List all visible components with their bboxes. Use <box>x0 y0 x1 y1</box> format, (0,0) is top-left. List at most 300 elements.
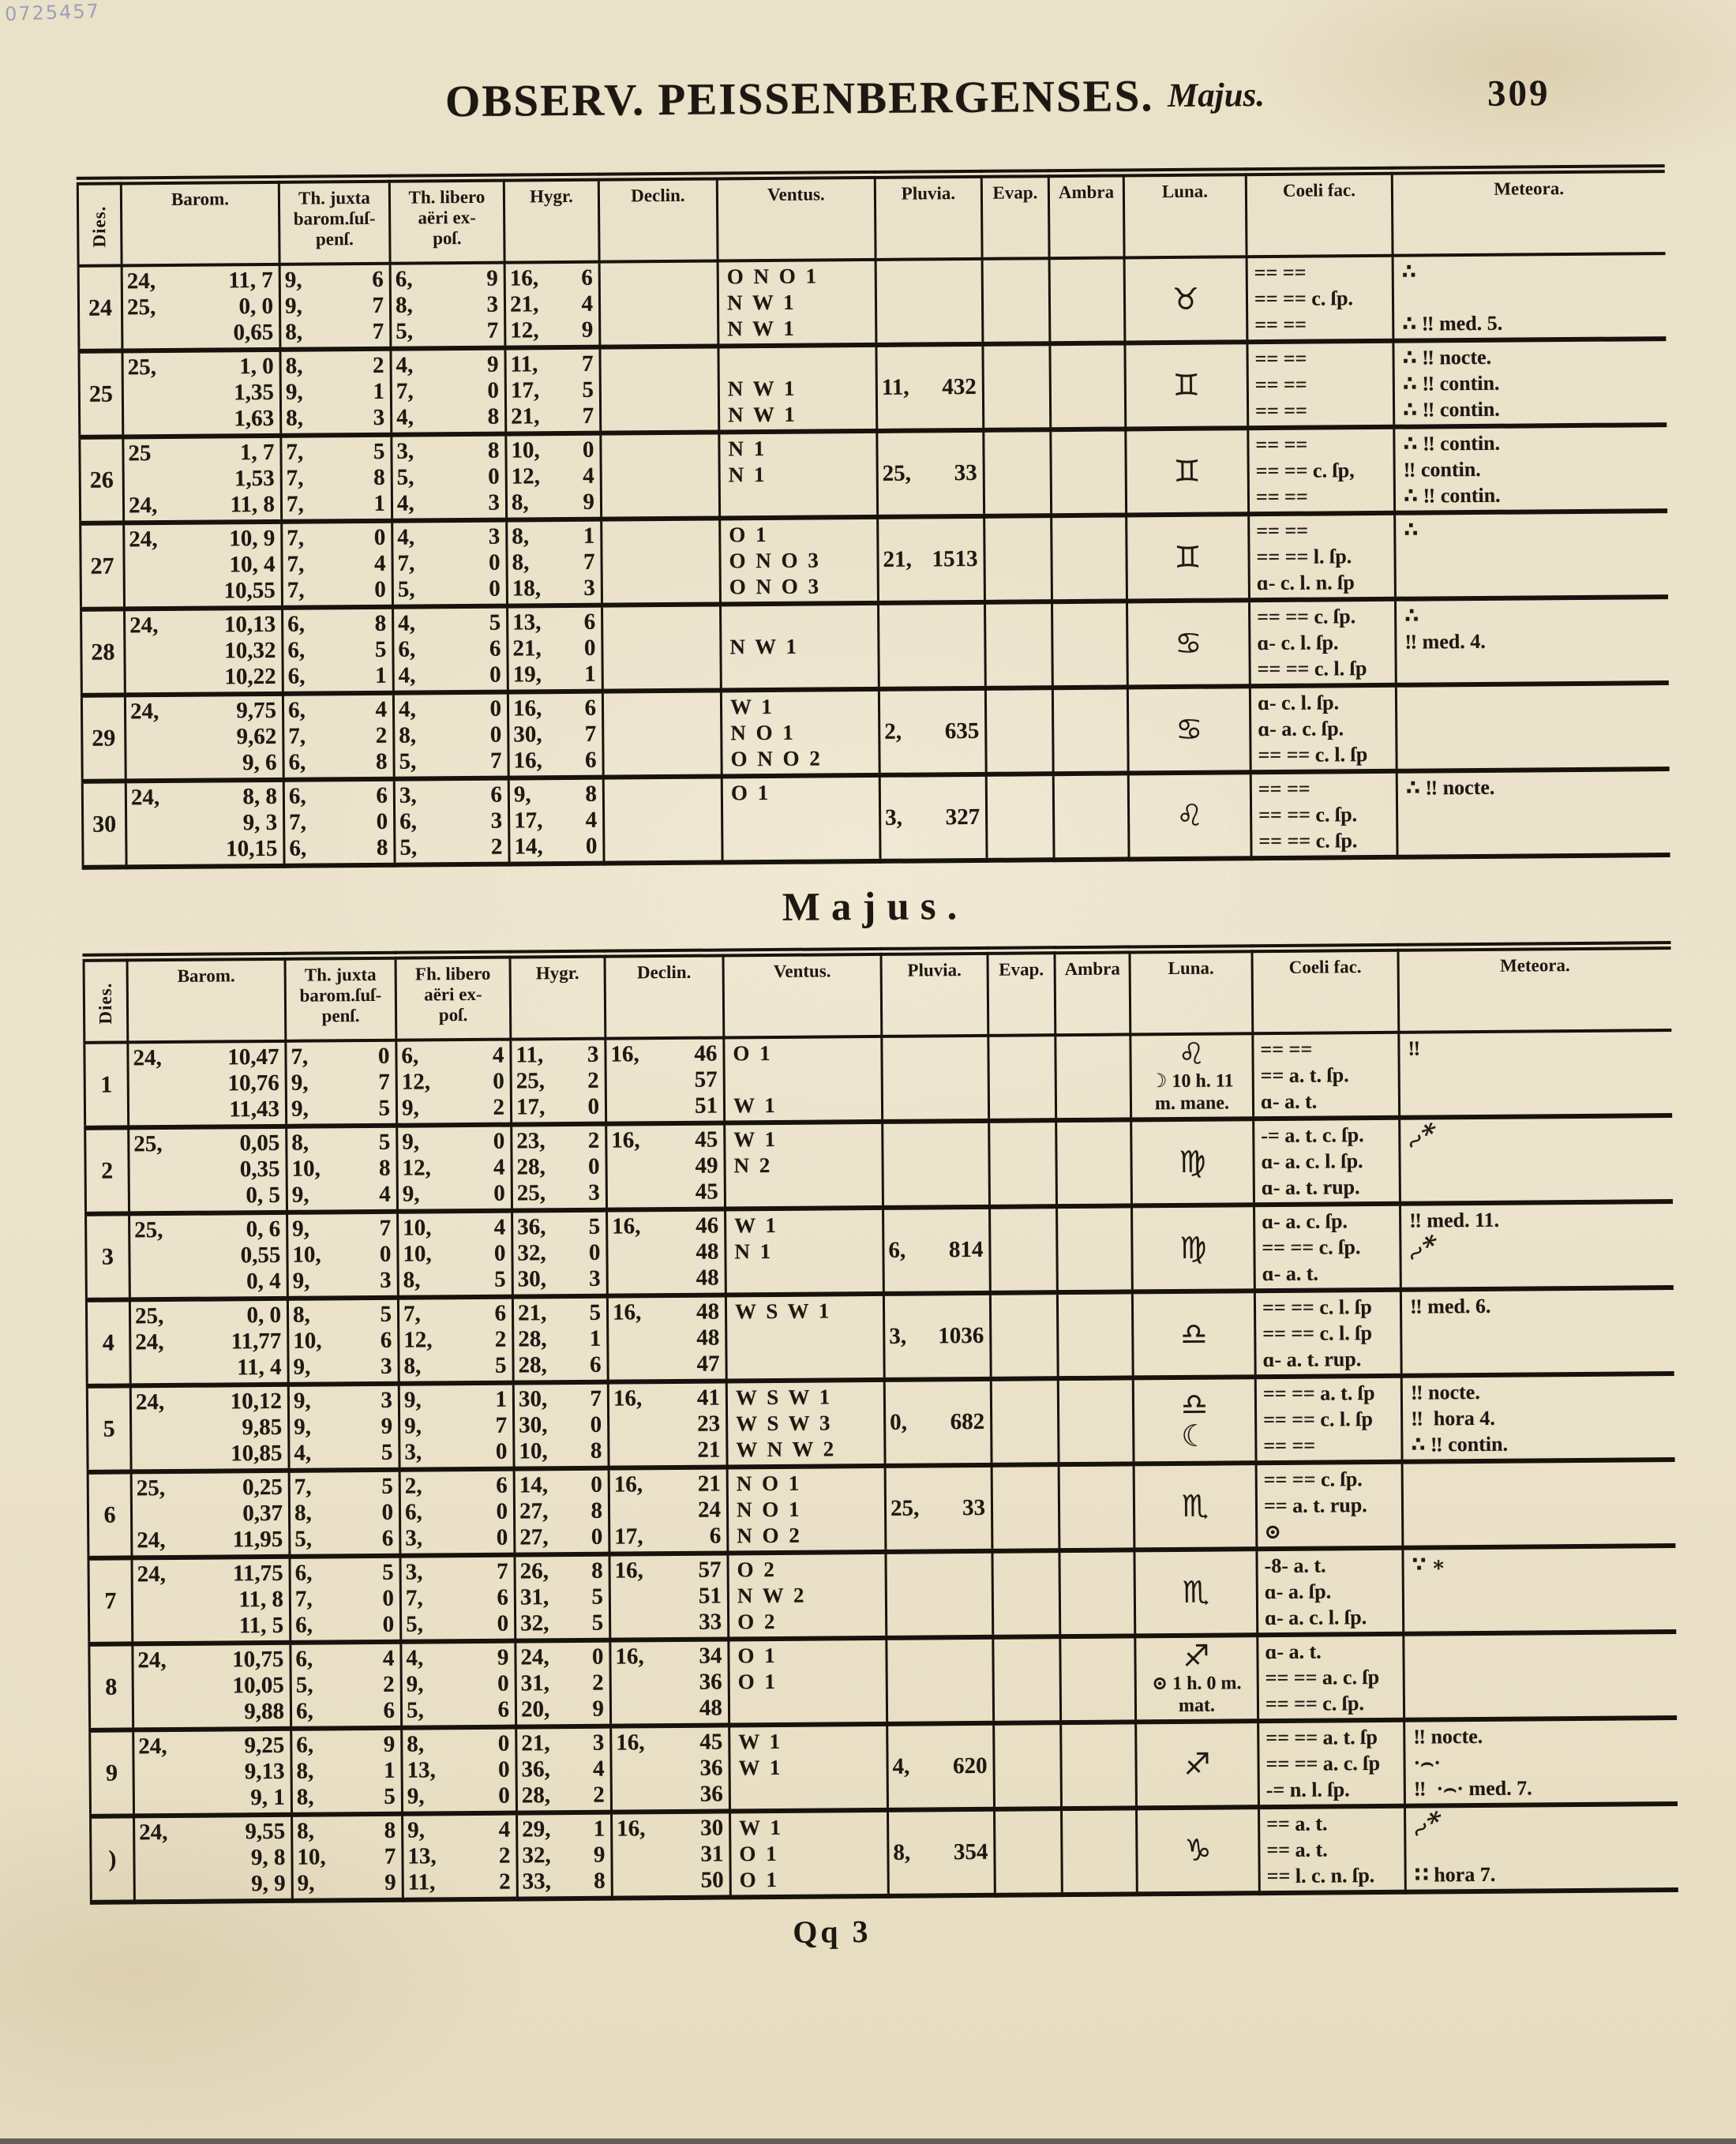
cell-line: 3, 0 <box>404 1438 508 1465</box>
day-row-) <box>91 1804 1678 1902</box>
cell-line <box>885 1263 989 1290</box>
cell-hygr <box>512 1210 608 1297</box>
cell-coeli <box>1254 1290 1401 1377</box>
cell-luna <box>1124 257 1247 343</box>
cell-th_libero <box>393 606 508 693</box>
cell-dies: 30 <box>92 811 117 838</box>
cell-line <box>1404 1464 1675 1492</box>
cell-line: 11,43 <box>229 1096 280 1123</box>
cell-line: ɑ- a. c. ſp. <box>1258 717 1344 741</box>
cell-line: W N W 2 <box>736 1437 837 1462</box>
cell-line <box>878 400 982 427</box>
cell-line: == == c. ſp. <box>1262 1235 1361 1260</box>
cell-ventus <box>724 1036 883 1123</box>
cell-line <box>1052 373 1124 399</box>
cell-th_libero <box>400 1555 516 1642</box>
cell-th_juxta <box>281 435 392 522</box>
cell-pluvia <box>887 1637 994 1724</box>
cell-line: O N O 3 <box>729 574 822 599</box>
cell-line <box>880 692 984 719</box>
cell-line: 16, 6 <box>512 695 597 722</box>
cell-ventus <box>727 1466 886 1554</box>
cell-line: N W 1 <box>728 402 797 427</box>
cell-line: 4, 9 <box>406 1644 509 1671</box>
day-row-2 <box>85 1115 1673 1214</box>
cell-line: 6, 0 <box>404 1498 508 1525</box>
cell-line: == == c. l. ſp <box>1262 1321 1373 1346</box>
cell-pluvia <box>887 1723 995 1810</box>
cell-meteora <box>1403 1546 1676 1634</box>
cell-line <box>1058 1235 1130 1262</box>
cell-line: 4, 3 <box>396 489 501 516</box>
cell-line: W 1 <box>738 1729 783 1754</box>
cell-line: 3, 0 <box>405 1524 508 1551</box>
cell-line <box>883 1065 988 1092</box>
observations-table-april-end <box>77 164 1669 870</box>
cell-line: 6, 4 <box>287 696 388 723</box>
cell-pluvia <box>879 688 986 775</box>
cell-line: O N O 3 <box>729 548 821 573</box>
storm-symbol: ~∗ <box>1400 1112 1445 1156</box>
cell-line: N O 2 <box>737 1523 802 1548</box>
cell-line <box>605 832 721 859</box>
cell-line: N W 1 <box>727 376 797 401</box>
storm-symbol: ~∗ <box>1401 1224 1446 1269</box>
cell-line: == == c. ſp, <box>1255 459 1355 483</box>
cell-line: 14, 0 <box>519 1471 602 1498</box>
cell-pluvia <box>876 344 984 431</box>
cell-hygr <box>504 262 600 348</box>
cell-line: 25, 0, 6 <box>134 1216 281 1243</box>
cell-line <box>1051 287 1123 313</box>
cell-line <box>1059 1321 1131 1348</box>
cell-line <box>887 1555 991 1582</box>
cell-hygr <box>516 1640 611 1727</box>
cell-barom <box>129 1213 288 1300</box>
header-row <box>77 169 1665 266</box>
cell-line: 7, 0 <box>289 808 388 835</box>
cell-line <box>992 1382 1057 1409</box>
cell-line: W S W 1 <box>734 1299 832 1324</box>
cell-line: 25, 3 <box>516 1179 600 1206</box>
cell-line: ɑ- a. t. rup. <box>1262 1347 1362 1372</box>
cell-line <box>604 746 720 773</box>
day-row-6 <box>88 1460 1675 1558</box>
cell-line <box>602 437 718 463</box>
cell-line <box>604 695 720 722</box>
cell-line: N W 2 <box>737 1583 807 1608</box>
cell-line: 10, 8 <box>519 1437 602 1464</box>
cell-barom <box>124 522 283 609</box>
cell-pluvia <box>882 1036 989 1122</box>
cell-line: 3, 6 <box>399 782 503 808</box>
moon-phase-note: ☽ 10 h. 11 <box>1149 1070 1234 1092</box>
cell-line <box>1053 631 1126 658</box>
cell-line <box>991 1236 1055 1263</box>
cell-line <box>887 1581 992 1608</box>
column-header-pluvia: Pluvia. <box>875 174 982 260</box>
cell-line <box>985 545 1050 572</box>
cell-line: 24, 11,75 <box>137 1560 283 1587</box>
cell-th_juxta <box>288 1384 399 1471</box>
column-header-luna: Luna. <box>1123 172 1247 258</box>
cell-line: 28, 2 <box>521 1782 605 1809</box>
cell-line: N 1 <box>728 437 767 461</box>
cell-line <box>602 377 718 403</box>
cell-line <box>1397 687 1669 715</box>
moon-zodiac-symbol: ♊ <box>1174 541 1202 575</box>
cell-line: == == a. t. ſp <box>1262 1381 1375 1406</box>
cell-ambra <box>1053 773 1129 860</box>
cell-th_juxta <box>283 779 395 866</box>
cell-hygr <box>508 605 603 692</box>
cell-line: 10,15 <box>226 835 278 862</box>
column-header-hygr: Hygr. <box>504 177 599 262</box>
cell-line: 49 <box>695 1153 718 1179</box>
cell-line: 3, 7 <box>405 1558 508 1585</box>
cell-line: ‼ contin. <box>1403 457 1481 482</box>
cell-line: ɑ- c. l. ſp. <box>1257 631 1339 655</box>
cell-hygr <box>516 1726 612 1813</box>
cell-line <box>719 349 875 377</box>
cell-th_libero <box>393 692 508 779</box>
column-header-evap: Evap. <box>981 174 1049 259</box>
cell-line: 3, 8 <box>396 437 500 464</box>
cell-line: 8, 0 <box>294 1499 394 1526</box>
cell-line: 16, 45 <box>616 1729 723 1756</box>
cell-line: 24, 10,13 <box>129 611 276 639</box>
cell-line <box>991 1176 1055 1203</box>
cell-line <box>879 632 984 659</box>
cell-line: 9,62 <box>236 723 277 750</box>
cell-line <box>879 486 983 513</box>
cell-line <box>603 635 719 662</box>
cell-line: 8, 1 <box>512 523 595 549</box>
cell-line <box>1400 1145 1672 1174</box>
cell-line: 6, 5 <box>287 636 387 663</box>
cell-line <box>992 1434 1057 1461</box>
moon-phase-note: mat. <box>1178 1695 1216 1716</box>
cell-coeli <box>1250 685 1397 772</box>
cell-line: 24 <box>697 1497 722 1523</box>
cell-declin <box>612 1811 731 1898</box>
cell-line: 3, 327 <box>885 804 980 830</box>
cell-line: 8, 3 <box>286 404 385 431</box>
cell-line: 7, 5 <box>294 1473 393 1500</box>
cell-line: 6, 6 <box>295 1697 396 1724</box>
cell-line: 32, 9 <box>522 1842 606 1869</box>
cell-line: 9,85 <box>242 1414 283 1441</box>
cell-line: O 1 <box>730 781 771 805</box>
cell-line <box>727 1324 883 1351</box>
cell-line: 21, 7 <box>511 403 594 429</box>
cell-line <box>986 632 1051 658</box>
cell-line <box>887 1607 992 1634</box>
cell-line: W 1 <box>733 1126 778 1152</box>
cell-line <box>1059 1261 1131 1288</box>
cell-line: 0,55 <box>240 1242 281 1269</box>
cell-line: 9,88 <box>244 1698 285 1725</box>
cell-declin <box>607 1209 726 1295</box>
cell-line <box>887 1521 991 1548</box>
cell-line: ɑ- a. c. l. ſp. <box>1264 1606 1367 1630</box>
cell-line: 12, 0 <box>401 1068 504 1095</box>
column-header-dies <box>77 181 122 266</box>
cell-line: 16, 41 <box>613 1385 721 1411</box>
cell-line: 33 <box>699 1609 722 1635</box>
cell-line: 6, 6 <box>398 635 501 662</box>
cell-line <box>880 744 984 771</box>
cell-barom <box>122 350 281 437</box>
cell-ventus <box>721 603 879 691</box>
cell-dies: 27 <box>90 553 114 579</box>
cell-pluvia <box>879 602 986 689</box>
cell-barom <box>129 1126 287 1214</box>
column-header-ventus: Ventus. <box>723 951 882 1037</box>
cell-line: 10,85 <box>231 1440 283 1467</box>
column-header-barom: Barom. <box>121 179 279 265</box>
cell-line <box>1060 1554 1133 1580</box>
cell-line <box>601 290 717 317</box>
cell-ambra <box>1055 1034 1131 1120</box>
moon-zodiac-symbol: ♑ <box>1184 1834 1212 1868</box>
cell-meteora <box>1402 1460 1675 1548</box>
cell-line: 9, 4 <box>407 1816 511 1843</box>
cell-line <box>879 572 984 599</box>
cell-evap <box>995 1809 1063 1895</box>
section-heading-majus: Majus. <box>782 884 969 930</box>
cell-line: 17, 4 <box>514 807 598 834</box>
cell-coeli <box>1258 1806 1405 1893</box>
cell-line: ɑ- a. ſp. <box>1264 1580 1332 1604</box>
cell-line <box>1062 1726 1134 1752</box>
cell-line: 11, 4 <box>237 1354 282 1381</box>
cell-dies: 29 <box>92 725 116 752</box>
cell-line <box>1058 1175 1130 1202</box>
cell-line: ɑ- a. t. <box>1262 1261 1319 1286</box>
cell-line <box>1060 1494 1133 1520</box>
moon-zodiac-symbol: ♐ <box>1183 1640 1210 1674</box>
cell-line <box>993 1554 1058 1581</box>
cell-line: 24, 9,55 <box>139 1818 286 1846</box>
cell-dies: 5 <box>103 1415 115 1442</box>
cell-line <box>1402 1344 1674 1372</box>
cell-line: ɑ- a. t. rup. <box>1261 1175 1360 1200</box>
cell-line: ‼ nocte. <box>1410 1380 1480 1404</box>
cell-th_juxta <box>287 1212 399 1299</box>
cell-line <box>1061 1580 1134 1606</box>
cell-coeli <box>1258 1720 1405 1807</box>
cell-line: 10,22 <box>224 663 276 690</box>
cell-line <box>1063 1838 1135 1865</box>
cell-line: 6, 814 <box>888 1236 984 1263</box>
cell-line: 9, 9 <box>251 1870 286 1897</box>
cell-line: 7, 2 <box>288 722 388 749</box>
cell-meteora <box>1404 1801 1678 1892</box>
cell-line: 57 <box>694 1066 718 1093</box>
day-row-9 <box>90 1718 1678 1816</box>
cell-line: == == c. ſp. <box>1265 1692 1365 1716</box>
cell-line: 48 <box>696 1325 720 1351</box>
cell-dies: 1 <box>100 1071 113 1098</box>
cell-line <box>994 1606 1059 1633</box>
cell-hygr <box>505 347 601 434</box>
cell-th_juxta <box>289 1470 400 1557</box>
cell-luna <box>1133 1377 1256 1464</box>
cell-line: 20, 9 <box>520 1696 605 1722</box>
cell-ventus <box>720 517 879 605</box>
column-header-declin: Declin. <box>605 953 724 1039</box>
cell-line: W 1 <box>729 694 774 719</box>
cell-line: 9, 6 <box>242 749 277 776</box>
cell-line <box>1055 777 1127 804</box>
cell-line <box>1052 433 1124 459</box>
cell-th_juxta <box>280 349 392 436</box>
moon-phase-note: ⊙ 1 h. 0 m. <box>1151 1672 1242 1694</box>
cell-luna <box>1130 1033 1254 1119</box>
cell-line: 27, 0 <box>519 1524 603 1550</box>
cell-line: 8, 354 <box>893 1839 988 1865</box>
cell-line: 10, 8 <box>291 1155 391 1182</box>
cell-luna <box>1127 686 1250 773</box>
cell-line: 18, 3 <box>512 575 595 602</box>
column-header-ventus: Ventus. <box>717 174 875 261</box>
cell-line <box>1052 399 1124 425</box>
cell-line <box>1062 1752 1134 1779</box>
cell-line: 9, 3 <box>242 809 278 836</box>
cell-evap <box>991 1378 1059 1465</box>
cell-th_libero <box>398 1211 513 1298</box>
cell-line: 7, 6 <box>403 1300 507 1327</box>
column-header-meteora: Meteora. <box>1392 169 1665 256</box>
cell-th_libero <box>403 1813 518 1900</box>
cell-line <box>1397 653 1669 681</box>
cell-line: 9, 7 <box>284 292 384 319</box>
cell-line: 9, 8 <box>513 781 598 808</box>
cell-line <box>1052 545 1125 572</box>
cell-barom <box>129 1299 288 1386</box>
cell-line: 51 <box>698 1583 722 1609</box>
cell-line: ∴ ‼ contin. <box>1402 397 1500 422</box>
cell-line: 25, 33 <box>882 459 977 486</box>
cell-line: 21 <box>697 1437 721 1463</box>
cell-coeli <box>1250 771 1397 858</box>
cell-line: ɑ- a. t. <box>1265 1640 1322 1664</box>
cell-line: == == <box>1254 347 1307 371</box>
cell-meteora <box>1395 511 1668 599</box>
cell-line: O 2 <box>737 1609 778 1634</box>
cell-coeli <box>1254 1204 1401 1291</box>
cell-line: 12, 4 <box>511 463 594 489</box>
cell-line: 9, 5 <box>291 1095 391 1122</box>
cell-declin <box>602 518 721 605</box>
cell-line <box>1054 717 1127 744</box>
moon-zodiac-symbol: ♊ <box>1172 369 1201 403</box>
cell-line <box>1406 1801 1678 1845</box>
cell-ventus <box>726 1208 884 1295</box>
cell-meteora <box>1400 1112 1673 1204</box>
cell-ventus <box>718 345 877 433</box>
cell-line: 8, 5 <box>403 1352 507 1379</box>
cell-line <box>883 1125 988 1152</box>
cell-line <box>1402 1258 1674 1286</box>
cell-line <box>996 1865 1061 1891</box>
cell-line: 7, 4 <box>287 550 386 577</box>
cell-ventus <box>722 775 880 863</box>
cell-luna <box>1132 1291 1255 1377</box>
cell-line: == == <box>1255 485 1308 509</box>
moon-zodiac-symbol: ♋ <box>1175 627 1202 661</box>
cell-line: 10, 4 <box>403 1214 506 1241</box>
cell-line <box>726 1178 882 1205</box>
cell-line: 17, 5 <box>510 377 594 403</box>
cell-line <box>878 434 982 461</box>
cell-line: 24, 8, 8 <box>130 783 278 811</box>
cell-line <box>1398 825 1670 853</box>
day-row-27 <box>81 511 1668 609</box>
header-month-label: Majus. <box>1167 77 1265 115</box>
cell-line: O 1 <box>733 1040 773 1066</box>
cell-ambra <box>1051 429 1127 515</box>
cell-line: 10,32 <box>224 637 276 664</box>
cell-luna <box>1136 1807 1259 1894</box>
cell-line: == == c. ſp. <box>1257 605 1356 629</box>
cell-hygr <box>515 1554 610 1641</box>
cell-line: 27, 8 <box>519 1497 603 1524</box>
cell-line: 4, 9 <box>396 351 499 378</box>
cell-line: 8, 7 <box>512 549 595 575</box>
cell-line <box>888 1693 992 1720</box>
cell-ambra <box>1052 687 1128 774</box>
cell-line: 6, 6 <box>288 782 388 809</box>
cell-line <box>1053 605 1126 632</box>
cell-line <box>1060 1520 1133 1546</box>
cell-line: 13, 6 <box>512 609 596 635</box>
cell-pluvia <box>883 1121 990 1208</box>
cell-line: == == <box>1254 373 1307 397</box>
cell-line <box>883 1091 988 1118</box>
cell-line: 16, 45 <box>611 1126 718 1153</box>
cell-line: 16, 6 <box>509 264 593 291</box>
cell-line: 16, 46 <box>610 1040 718 1067</box>
cell-ventus <box>718 260 876 347</box>
cell-line: ‼ ·⌢· med. 7. <box>1413 1776 1532 1801</box>
cell-ventus <box>726 1294 884 1381</box>
cell-ventus <box>719 431 878 519</box>
margin-annotation: 0725457 <box>4 0 101 26</box>
moon-zodiac-symbol: ♋ <box>1175 713 1203 747</box>
cell-line: 7, 0 <box>291 1043 390 1070</box>
day-row-1 <box>84 1030 1672 1128</box>
cell-line: 0, 5 <box>246 1182 280 1209</box>
column-header-luna: Luna. <box>1130 949 1253 1035</box>
cell-line <box>995 1839 1060 1865</box>
cell-line <box>1052 519 1125 545</box>
cell-line: 47 <box>696 1351 720 1377</box>
cell-line: 6, 3 <box>399 808 503 834</box>
column-header-th_juxta: Th. juxta barom.ſuſ- penſ. <box>285 955 396 1041</box>
cell-line: 25, 0,05 <box>133 1130 280 1157</box>
cell-line <box>987 692 1052 718</box>
cell-line: 9, 1 <box>403 1386 508 1413</box>
cell-line: 5, 2 <box>295 1671 395 1698</box>
cell-dies: 7 <box>104 1587 117 1614</box>
column-header-th_libero: Th. libero aëri ex- poſ. <box>389 178 504 264</box>
cell-dies: 24 <box>88 294 113 321</box>
cell-line: 24, 9,75 <box>129 697 277 725</box>
cell-line: 5, 2 <box>399 834 503 860</box>
cell-line <box>990 1150 1055 1177</box>
